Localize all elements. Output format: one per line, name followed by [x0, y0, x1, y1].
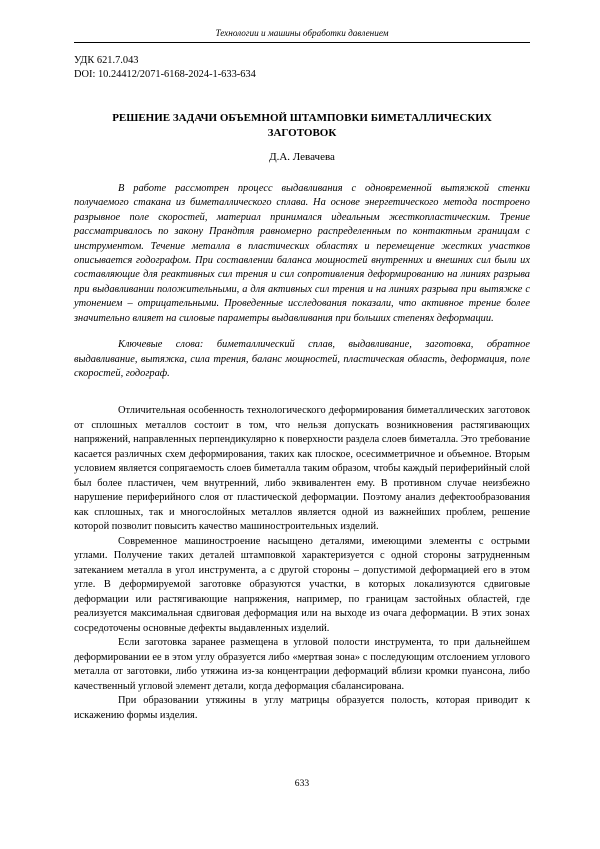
article-author: Д.А. Левачева — [269, 151, 335, 163]
article-meta — [74, 54, 256, 82]
article-title: РЕШЕНИЕ ЗАДАЧИ ОБЪЕМНОЙ ШТАМПОВКИ БИМЕТАЛЛИЧЕСКИХ ЗАГОТОВОК — [112, 112, 492, 139]
header-rule — [74, 42, 530, 43]
udc-code: УДК 621.7.043 — [74, 55, 139, 66]
article-body — [74, 404, 530, 723]
body-paragraph: При образовании утяжины в углу матрицы образуется полость, которая приводит к искажению формы изделия. — [74, 695, 530, 721]
abstract-text: В работе рассмотрен процесс выдавливания с одновременной вытяжкой стенки получаемого стакана из биметаллического сплава. На основе энергетического метода построено разрывное поле скоростей, материал принимался идеальным жесткопластическим. Трение рассматривалось по закону Прандтля равномерно распределенным по контактным границам с инструментом. Течение металла в пластических областях и перемещение жестких участков описывается годографом. При составлении баланса мощностей внутренних и внешних сил были их составляющие для реактивных сил трения и сил сопротивления деформированию на линиях разрыва при выдавливании положительными, а для активных сил трения и на линиях разрыва при вытяжке с утонением – отрицательными. Проведенные исследования показали, что активное трение более значительно влияет на силовые параметры выдавливания при больших степенях деформации. — [74, 183, 530, 324]
page-number: 633 — [294, 778, 310, 789]
running-head: Технологии и машины обработки давлением — [215, 28, 389, 38]
body-paragraph: Отличительная особенность технологического деформирования биметаллических заготовок от сплошных металлов состоит в том, что нельзя допускать возникновения растягивающих напряжений, направленных перпендикулярно к поверхности раздела слоев биметалла. Это требование касается различных схем деформирования, таких как плоское, осесимметричное и объемное. Вторым условием является сопрягаемость слоев биметалла таким образом, чтобы каждый периферийный слой был более пластичен, чем внутренний, либо эквивалентен ему. В противном случае неизбежно нарушение периферийного слоя от пластической деформации. Поэтому анализ дефектообразования как сплошных, так и многослойных металлов является одной из важнейших проблем, решение которой позволит повысить качество машиностроительных изделий. — [74, 405, 530, 532]
abstract — [74, 182, 530, 326]
body-paragraph: Если заготовка заранее размещена в угловой полости инструмента, то при дальнейшем деформировании ее в этом углу образуется либо «мертвая зона» с последующим отслоением углового металла от заготовки, либо утяжина из-за концентрации деформаций вблизи кромки пуансона, либо качественный угловой элемент детали, когда деформация сбалансирована. — [74, 637, 530, 692]
keywords-text: Ключевые слова: биметаллический сплав, выдавливание, заготовка, обратное выдавливание, вытяжка, сила трения, баланс мощностей, пластическая область, деформация, поле скоростей, годограф. — [74, 339, 530, 380]
keywords — [74, 338, 530, 382]
body-paragraph: Современное машиностроение насыщено деталями, имеющими элементы с острыми углами. Получение таких деталей штамповкой характеризуется с одной стороны затрудненным затеканием металла в угол инструмента, а с другой стороны – допустимой деформацией его в этом угле. В деформируемой заготовке образуются участки, в которых локализуются сдвиговые деформации или растягивающие напряжения, например, по границам застойных областей, где реализуется максимальная сдвиговая деформация или на выходе из очага деформации. В этих зонах сосредоточены основные дефекты выдавленных изделий. — [74, 535, 530, 634]
doi[interactable]: DOI: 10.24412/2071-6168-2024-1-633-634 — [74, 69, 256, 80]
